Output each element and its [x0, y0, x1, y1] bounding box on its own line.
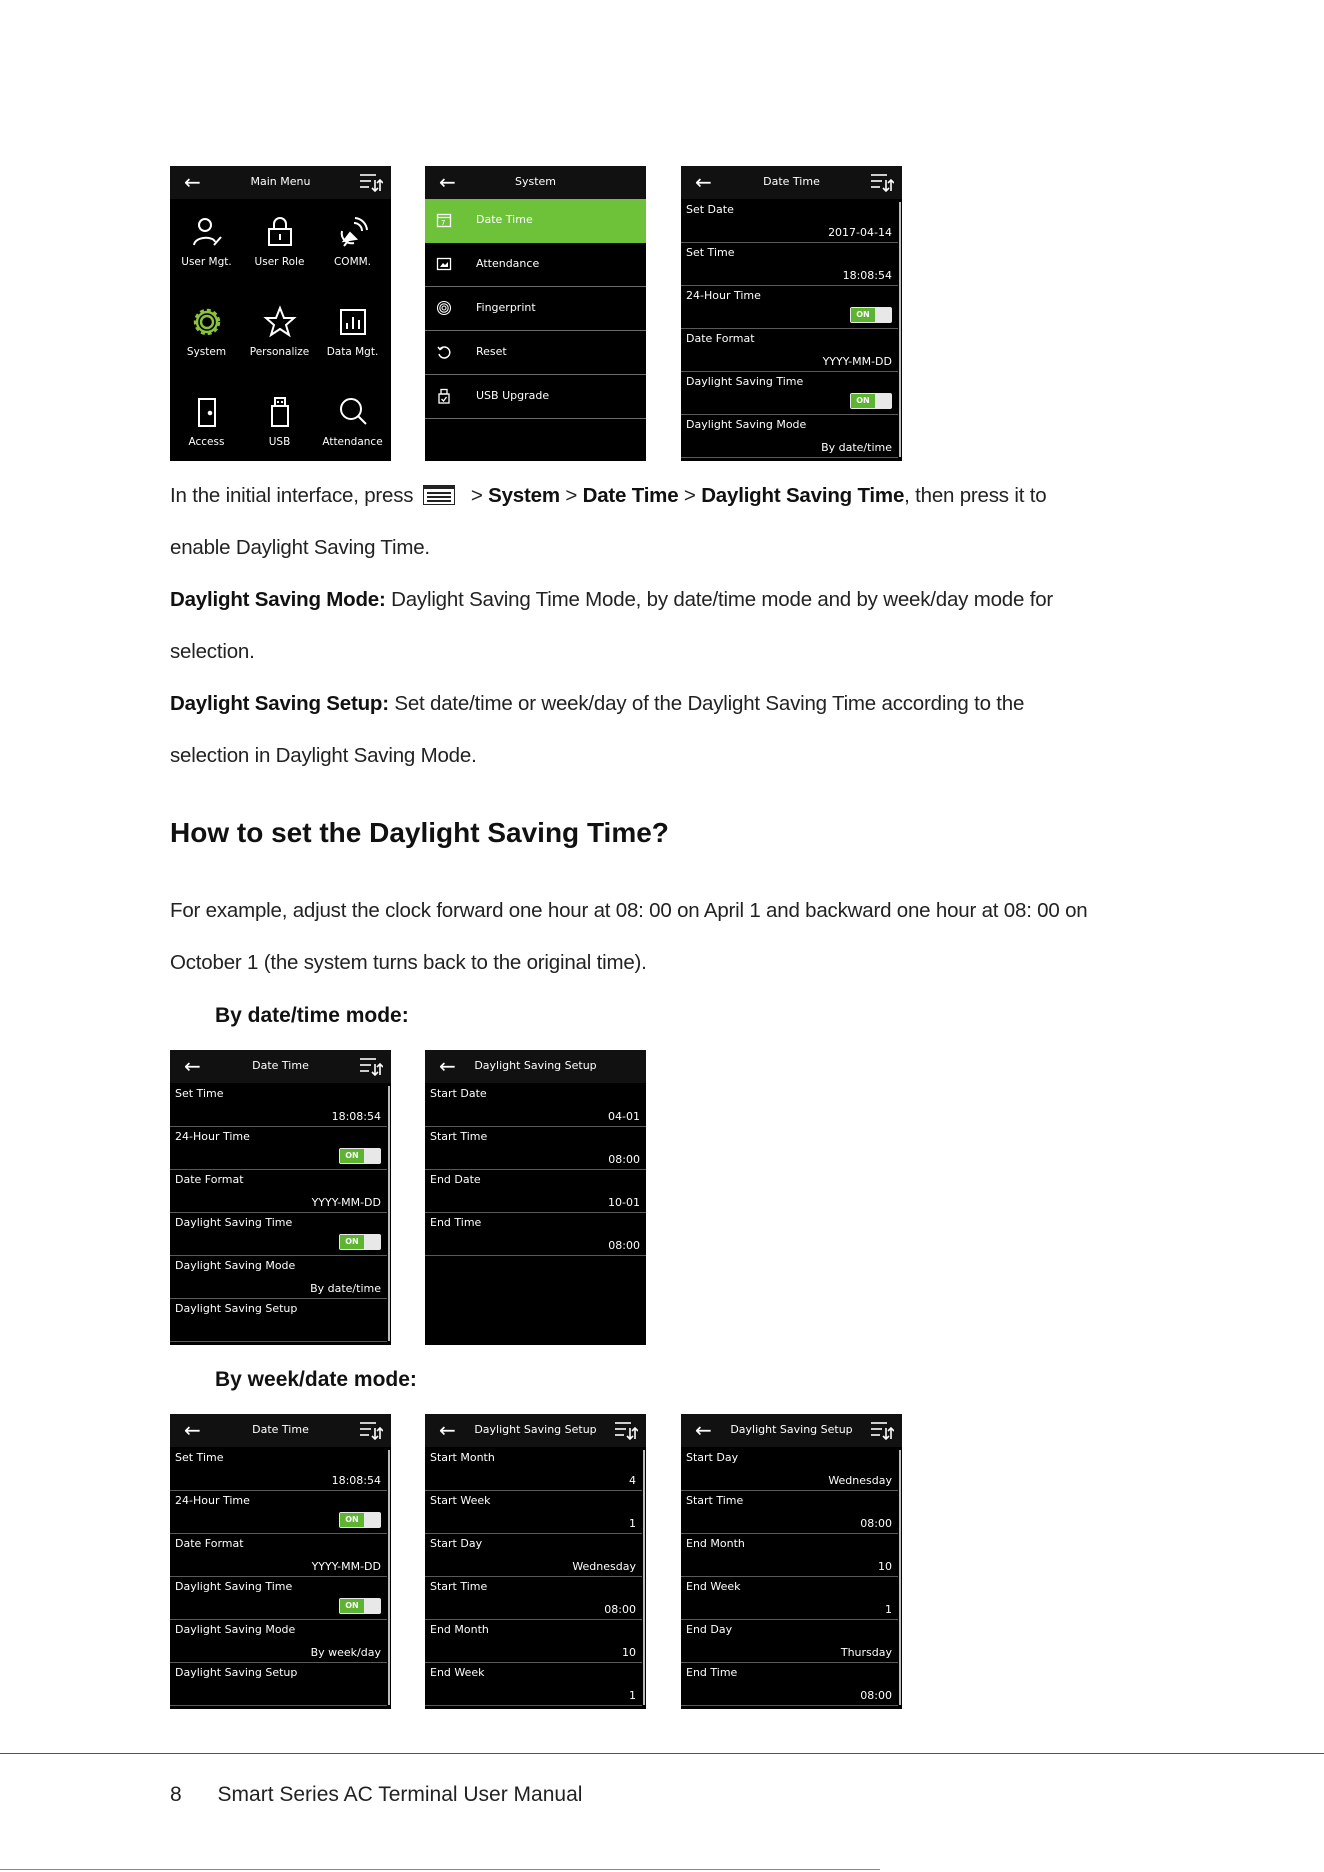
- setting-row-24-hour-time[interactable]: [170, 1126, 387, 1170]
- system-item-reset[interactable]: [425, 331, 646, 375]
- system-item-fingerprint[interactable]: [425, 287, 646, 331]
- setting-row-24-hour-time[interactable]: [681, 285, 898, 329]
- setting-value: 08:00: [608, 1239, 640, 1252]
- setting-value: 18:08:54: [331, 1474, 381, 1487]
- sort-icon[interactable]: [359, 1056, 383, 1076]
- setting-row-daylight-saving-mode[interactable]: [681, 414, 898, 458]
- title-bar: [170, 1050, 391, 1083]
- setting-value: 08:00: [860, 1517, 892, 1530]
- setting-label: Date Format: [175, 1173, 244, 1186]
- setting-label: Daylight Saving Time: [175, 1216, 293, 1229]
- setting-label: Start Day: [430, 1537, 483, 1550]
- setting-value: YYYY-MM-DD: [822, 355, 892, 368]
- title-bar: [425, 1414, 646, 1447]
- door-icon: [190, 395, 224, 429]
- setting-row-daylight-saving-time[interactable]: [170, 1212, 387, 1256]
- text-span: Daylight Saving Mode:: [170, 588, 386, 611]
- toggle-switch[interactable]: [339, 1512, 381, 1528]
- usb-icon: [263, 395, 297, 429]
- back-arrow-icon[interactable]: ←: [184, 1054, 201, 1078]
- setting-row-daylight-saving-time[interactable]: [170, 1576, 387, 1620]
- setting-label: Daylight Saving Mode: [175, 1259, 296, 1272]
- paragraph-dst-mode-line2: selection.: [170, 640, 255, 663]
- setting-label: Start Time: [430, 1130, 488, 1143]
- toggle-switch[interactable]: [339, 1234, 381, 1250]
- fingerprint-icon: [436, 300, 452, 316]
- usb-upgrade-icon: [436, 388, 452, 404]
- sort-icon[interactable]: [614, 1420, 638, 1440]
- setting-value: By date/time: [821, 441, 892, 454]
- date-time-screen-3: [170, 1414, 391, 1709]
- setting-label: Daylight Saving Time: [175, 1580, 293, 1593]
- main-menu-screen: [170, 166, 391, 461]
- menu-item-attendance[interactable]: [316, 379, 389, 461]
- title-bar: [170, 166, 391, 199]
- setting-value: 10: [878, 1560, 892, 1573]
- paragraph-instructions-line2: enable Daylight Saving Time.: [170, 536, 430, 559]
- sort-icon[interactable]: [359, 172, 383, 192]
- paragraph-dst-mode: [170, 588, 1053, 612]
- menu-item-label: Data Mgt.: [326, 346, 379, 358]
- back-arrow-icon[interactable]: ←: [695, 170, 712, 194]
- system-item-label: Reset: [476, 345, 507, 358]
- setting-label: Set Time: [686, 246, 735, 259]
- setting-label: End Week: [686, 1580, 741, 1593]
- page-number: 8: [170, 1783, 182, 1806]
- text-span: Set date/time or week/day of the Daylight Saving Time according to the: [388, 692, 1025, 715]
- scrollbar[interactable]: [899, 1450, 901, 1705]
- sort-icon[interactable]: [359, 1420, 383, 1440]
- menu-item-label: Access: [188, 436, 225, 448]
- paragraph-instructions: [170, 484, 1046, 508]
- setting-value: 4: [629, 1474, 636, 1487]
- setting-label: 24-Hour Time: [175, 1494, 250, 1507]
- subheading-week-date-mode: By week/date mode:: [215, 1368, 417, 1391]
- setting-label: Set Time: [175, 1087, 224, 1100]
- menu-item-label: User Role: [254, 256, 305, 268]
- setting-label: End Month: [686, 1537, 745, 1550]
- back-arrow-icon[interactable]: ←: [439, 170, 456, 194]
- setting-row-set-time[interactable]: [170, 1447, 387, 1491]
- attendance-icon: [436, 256, 452, 272]
- dst-setup-week-screen-1: [425, 1414, 646, 1709]
- setting-value: 2017-04-14: [828, 226, 892, 239]
- setting-value: 10: [622, 1646, 636, 1659]
- lock-icon: [263, 215, 297, 249]
- setting-label: End Date: [430, 1173, 481, 1186]
- menu-item-label: Personalize: [249, 346, 310, 358]
- system-item-date-time[interactable]: [425, 199, 646, 243]
- setting-label: End Month: [430, 1623, 489, 1636]
- dst-setup-date-screen: [425, 1050, 646, 1345]
- menu-item-access[interactable]: [170, 379, 243, 461]
- setting-label: End Time: [686, 1666, 738, 1679]
- text-span: System: [488, 484, 560, 507]
- screen-title: Daylight Saving Setup: [474, 1423, 597, 1436]
- setting-value: 18:08:54: [842, 269, 892, 282]
- title-bar: [170, 1414, 391, 1447]
- setting-label: Start Day: [686, 1451, 739, 1464]
- setting-row-24-hour-time[interactable]: [170, 1490, 387, 1534]
- back-arrow-icon[interactable]: ←: [184, 170, 201, 194]
- system-item-label: Fingerprint: [476, 301, 536, 314]
- menu-item-comm[interactable]: [316, 199, 389, 289]
- paragraph-dst-setup-line2: selection in Daylight Saving Mode.: [170, 744, 477, 767]
- setting-row-start-day[interactable]: [425, 1533, 642, 1577]
- text-span: >: [559, 484, 583, 507]
- setting-value: 10-01: [608, 1196, 640, 1209]
- setting-row-set-date[interactable]: [681, 199, 898, 243]
- setting-row-start-month[interactable]: [425, 1447, 642, 1491]
- screen-title: Main Menu: [250, 175, 311, 188]
- scrollbar[interactable]: [388, 1450, 390, 1705]
- calendar-icon: [436, 212, 452, 228]
- setting-label: Set Date: [686, 203, 734, 216]
- system-screen: [425, 166, 646, 461]
- system-item-attendance[interactable]: [425, 243, 646, 287]
- menu-item-label: System: [186, 346, 227, 358]
- text-span: Daylight Saving Time Mode, by date/time mode and by week/day mode for: [385, 588, 1054, 611]
- scrollbar[interactable]: [388, 1086, 390, 1341]
- dst-setup-week-screen-2: [681, 1414, 902, 1709]
- paragraph-example: For example, adjust the clock forward one hour at 08: 00 on April 1 and backward one hour at 08: 00 on: [170, 899, 1088, 922]
- paragraph-example-line2: October 1 (the system turns back to the original time).: [170, 951, 647, 974]
- setting-row-end-month[interactable]: [425, 1619, 642, 1663]
- toggle-switch[interactable]: [850, 393, 892, 409]
- satellite-icon: [336, 215, 370, 249]
- manual-title: Smart Series AC Terminal User Manual: [217, 1783, 583, 1806]
- setting-label: Daylight Saving Time: [686, 375, 804, 388]
- menu-item-data-mgt[interactable]: [316, 289, 389, 379]
- setting-value: 1: [885, 1603, 892, 1616]
- text-span: Daylight Saving Time: [701, 484, 905, 507]
- setting-row-start-time[interactable]: [425, 1126, 646, 1170]
- toggle-on-label: ON: [851, 308, 875, 322]
- text-span: Daylight Saving Setup:: [170, 692, 389, 715]
- setting-label: 24-Hour Time: [686, 289, 761, 302]
- magnifier-icon: [336, 395, 370, 429]
- svg-text:7: 7: [441, 219, 446, 227]
- setting-row-end-month[interactable]: [681, 1533, 898, 1577]
- scrollbar[interactable]: [899, 202, 901, 457]
- setting-row-start-time[interactable]: [425, 1576, 642, 1620]
- setting-value: Thursday: [840, 1646, 892, 1659]
- menu-item-label: Attendance: [322, 436, 383, 448]
- toggle-on-label: ON: [851, 394, 875, 408]
- setting-label: Date Format: [686, 332, 755, 345]
- setting-label: 24-Hour Time: [175, 1130, 250, 1143]
- setting-label: Daylight Saving Mode: [686, 418, 807, 431]
- menu-item-system[interactable]: [170, 289, 243, 379]
- toggle-on-label: ON: [340, 1235, 364, 1249]
- setting-value: Wednesday: [572, 1560, 636, 1573]
- paragraph-dst-setup: [170, 692, 1024, 716]
- back-arrow-icon[interactable]: ←: [439, 1418, 456, 1442]
- back-arrow-icon[interactable]: ←: [695, 1418, 712, 1442]
- setting-row-start-week[interactable]: [425, 1490, 642, 1534]
- text-span: , then press it to: [904, 484, 1047, 507]
- setting-label: End Week: [430, 1666, 485, 1679]
- screen-title: Daylight Saving Setup: [730, 1423, 853, 1436]
- toggle-switch[interactable]: [850, 307, 892, 323]
- setting-row-start-date[interactable]: [425, 1083, 646, 1127]
- menu-item-usb[interactable]: [243, 379, 316, 461]
- setting-value: 18:08:54: [331, 1110, 381, 1123]
- setting-label: Start Time: [430, 1580, 488, 1593]
- setting-label: Daylight Saving Mode: [175, 1623, 296, 1636]
- setting-row-start-time[interactable]: [681, 1490, 898, 1534]
- back-arrow-icon[interactable]: ←: [184, 1418, 201, 1442]
- setting-row-date-format[interactable]: [681, 328, 898, 372]
- date-time-screen: [681, 166, 902, 461]
- title-bar: [681, 166, 902, 199]
- setting-row-daylight-saving-setup[interactable]: [170, 1298, 387, 1342]
- section-heading: How to set the Daylight Saving Time?: [170, 817, 669, 848]
- text-span: In the initial interface, press: [170, 484, 414, 507]
- title-bar: [681, 1414, 902, 1447]
- system-item-usb-upgrade[interactable]: [425, 375, 646, 419]
- screen-title: Daylight Saving Setup: [474, 1059, 597, 1072]
- menu-item-label: User Mgt.: [181, 256, 232, 268]
- setting-row-end-day[interactable]: [681, 1619, 898, 1663]
- setting-row-end-week[interactable]: [425, 1662, 642, 1706]
- footer: [170, 1783, 582, 1807]
- setting-row-end-time[interactable]: [681, 1662, 898, 1706]
- screen-title: Date Time: [252, 1423, 309, 1436]
- setting-value: 1: [629, 1689, 636, 1702]
- setting-label: End Time: [430, 1216, 482, 1229]
- toggle-switch[interactable]: [339, 1598, 381, 1614]
- setting-value: By week/day: [310, 1646, 381, 1659]
- subheading-date-time-mode: By date/time mode:: [215, 1004, 409, 1027]
- setting-value: By date/time: [310, 1282, 381, 1295]
- text-span: Date Time: [582, 484, 679, 507]
- menu-item-label: COMM.: [333, 256, 372, 268]
- sort-icon[interactable]: [870, 172, 894, 192]
- setting-label: Daylight Saving Setup: [175, 1302, 298, 1315]
- setting-row-end-week[interactable]: [681, 1576, 898, 1620]
- system-item-label: Date Time: [476, 213, 533, 226]
- setting-label: Date Format: [175, 1537, 244, 1550]
- setting-row-set-time[interactable]: [170, 1083, 387, 1127]
- setting-row-end-date[interactable]: [425, 1169, 646, 1213]
- setting-row-set-time[interactable]: [681, 242, 898, 286]
- screen-title: Date Time: [252, 1059, 309, 1072]
- setting-label: Daylight Saving Setup: [175, 1666, 298, 1679]
- bottom-rule: [0, 1869, 880, 1870]
- title-bar: [425, 1050, 646, 1083]
- gear-icon: [190, 305, 224, 339]
- reset-icon: [436, 344, 452, 360]
- setting-label: Set Time: [175, 1451, 224, 1464]
- menu-item-user-role[interactable]: [243, 199, 316, 289]
- setting-value: 04-01: [608, 1110, 640, 1123]
- date-time-screen-2: [170, 1050, 391, 1345]
- setting-row-daylight-saving-setup[interactable]: [170, 1662, 387, 1706]
- back-arrow-icon[interactable]: ←: [439, 1054, 456, 1078]
- title-bar: [425, 166, 646, 199]
- footer-rule: [0, 1753, 1324, 1754]
- menu-item-label: USB: [268, 436, 291, 448]
- setting-row-date-format[interactable]: [170, 1169, 387, 1213]
- setting-value: YYYY-MM-DD: [311, 1196, 381, 1209]
- setting-row-date-format[interactable]: [170, 1533, 387, 1577]
- setting-value: Wednesday: [828, 1474, 892, 1487]
- setting-value: 08:00: [604, 1603, 636, 1616]
- screen-title: Date Time: [763, 175, 820, 188]
- setting-row-daylight-saving-time[interactable]: [681, 371, 898, 415]
- setting-value: YYYY-MM-DD: [311, 1560, 381, 1573]
- text-span: >: [678, 484, 702, 507]
- toggle-switch[interactable]: [339, 1148, 381, 1164]
- setting-row-daylight-saving-mode[interactable]: [170, 1255, 387, 1299]
- menu-icon: [423, 485, 455, 505]
- toggle-on-label: ON: [340, 1513, 364, 1527]
- system-item-label: Attendance: [476, 257, 540, 270]
- user-icon: [190, 215, 224, 249]
- sort-icon[interactable]: [870, 1420, 894, 1440]
- setting-value: 08:00: [608, 1153, 640, 1166]
- star-icon: [263, 305, 297, 339]
- screen-title: System: [514, 175, 557, 188]
- setting-row-end-time[interactable]: [425, 1212, 646, 1256]
- bar-chart-icon: [336, 305, 370, 339]
- menu-item-personalize[interactable]: [243, 289, 316, 379]
- menu-item-user-mgt[interactable]: [170, 199, 243, 289]
- toggle-on-label: ON: [340, 1149, 364, 1163]
- setting-label: Start Week: [430, 1494, 491, 1507]
- setting-label: Start Time: [686, 1494, 744, 1507]
- setting-row-start-day[interactable]: [681, 1447, 898, 1491]
- system-item-label: USB Upgrade: [476, 389, 550, 402]
- setting-label: Start Date: [430, 1087, 487, 1100]
- setting-label: End Day: [686, 1623, 733, 1636]
- text-span: >: [465, 484, 489, 507]
- scrollbar[interactable]: [643, 1450, 645, 1705]
- setting-label: Start Month: [430, 1451, 495, 1464]
- setting-value: 1: [629, 1517, 636, 1530]
- setting-value: 08:00: [860, 1689, 892, 1702]
- setting-row-daylight-saving-mode[interactable]: [170, 1619, 387, 1663]
- toggle-on-label: ON: [340, 1599, 364, 1613]
